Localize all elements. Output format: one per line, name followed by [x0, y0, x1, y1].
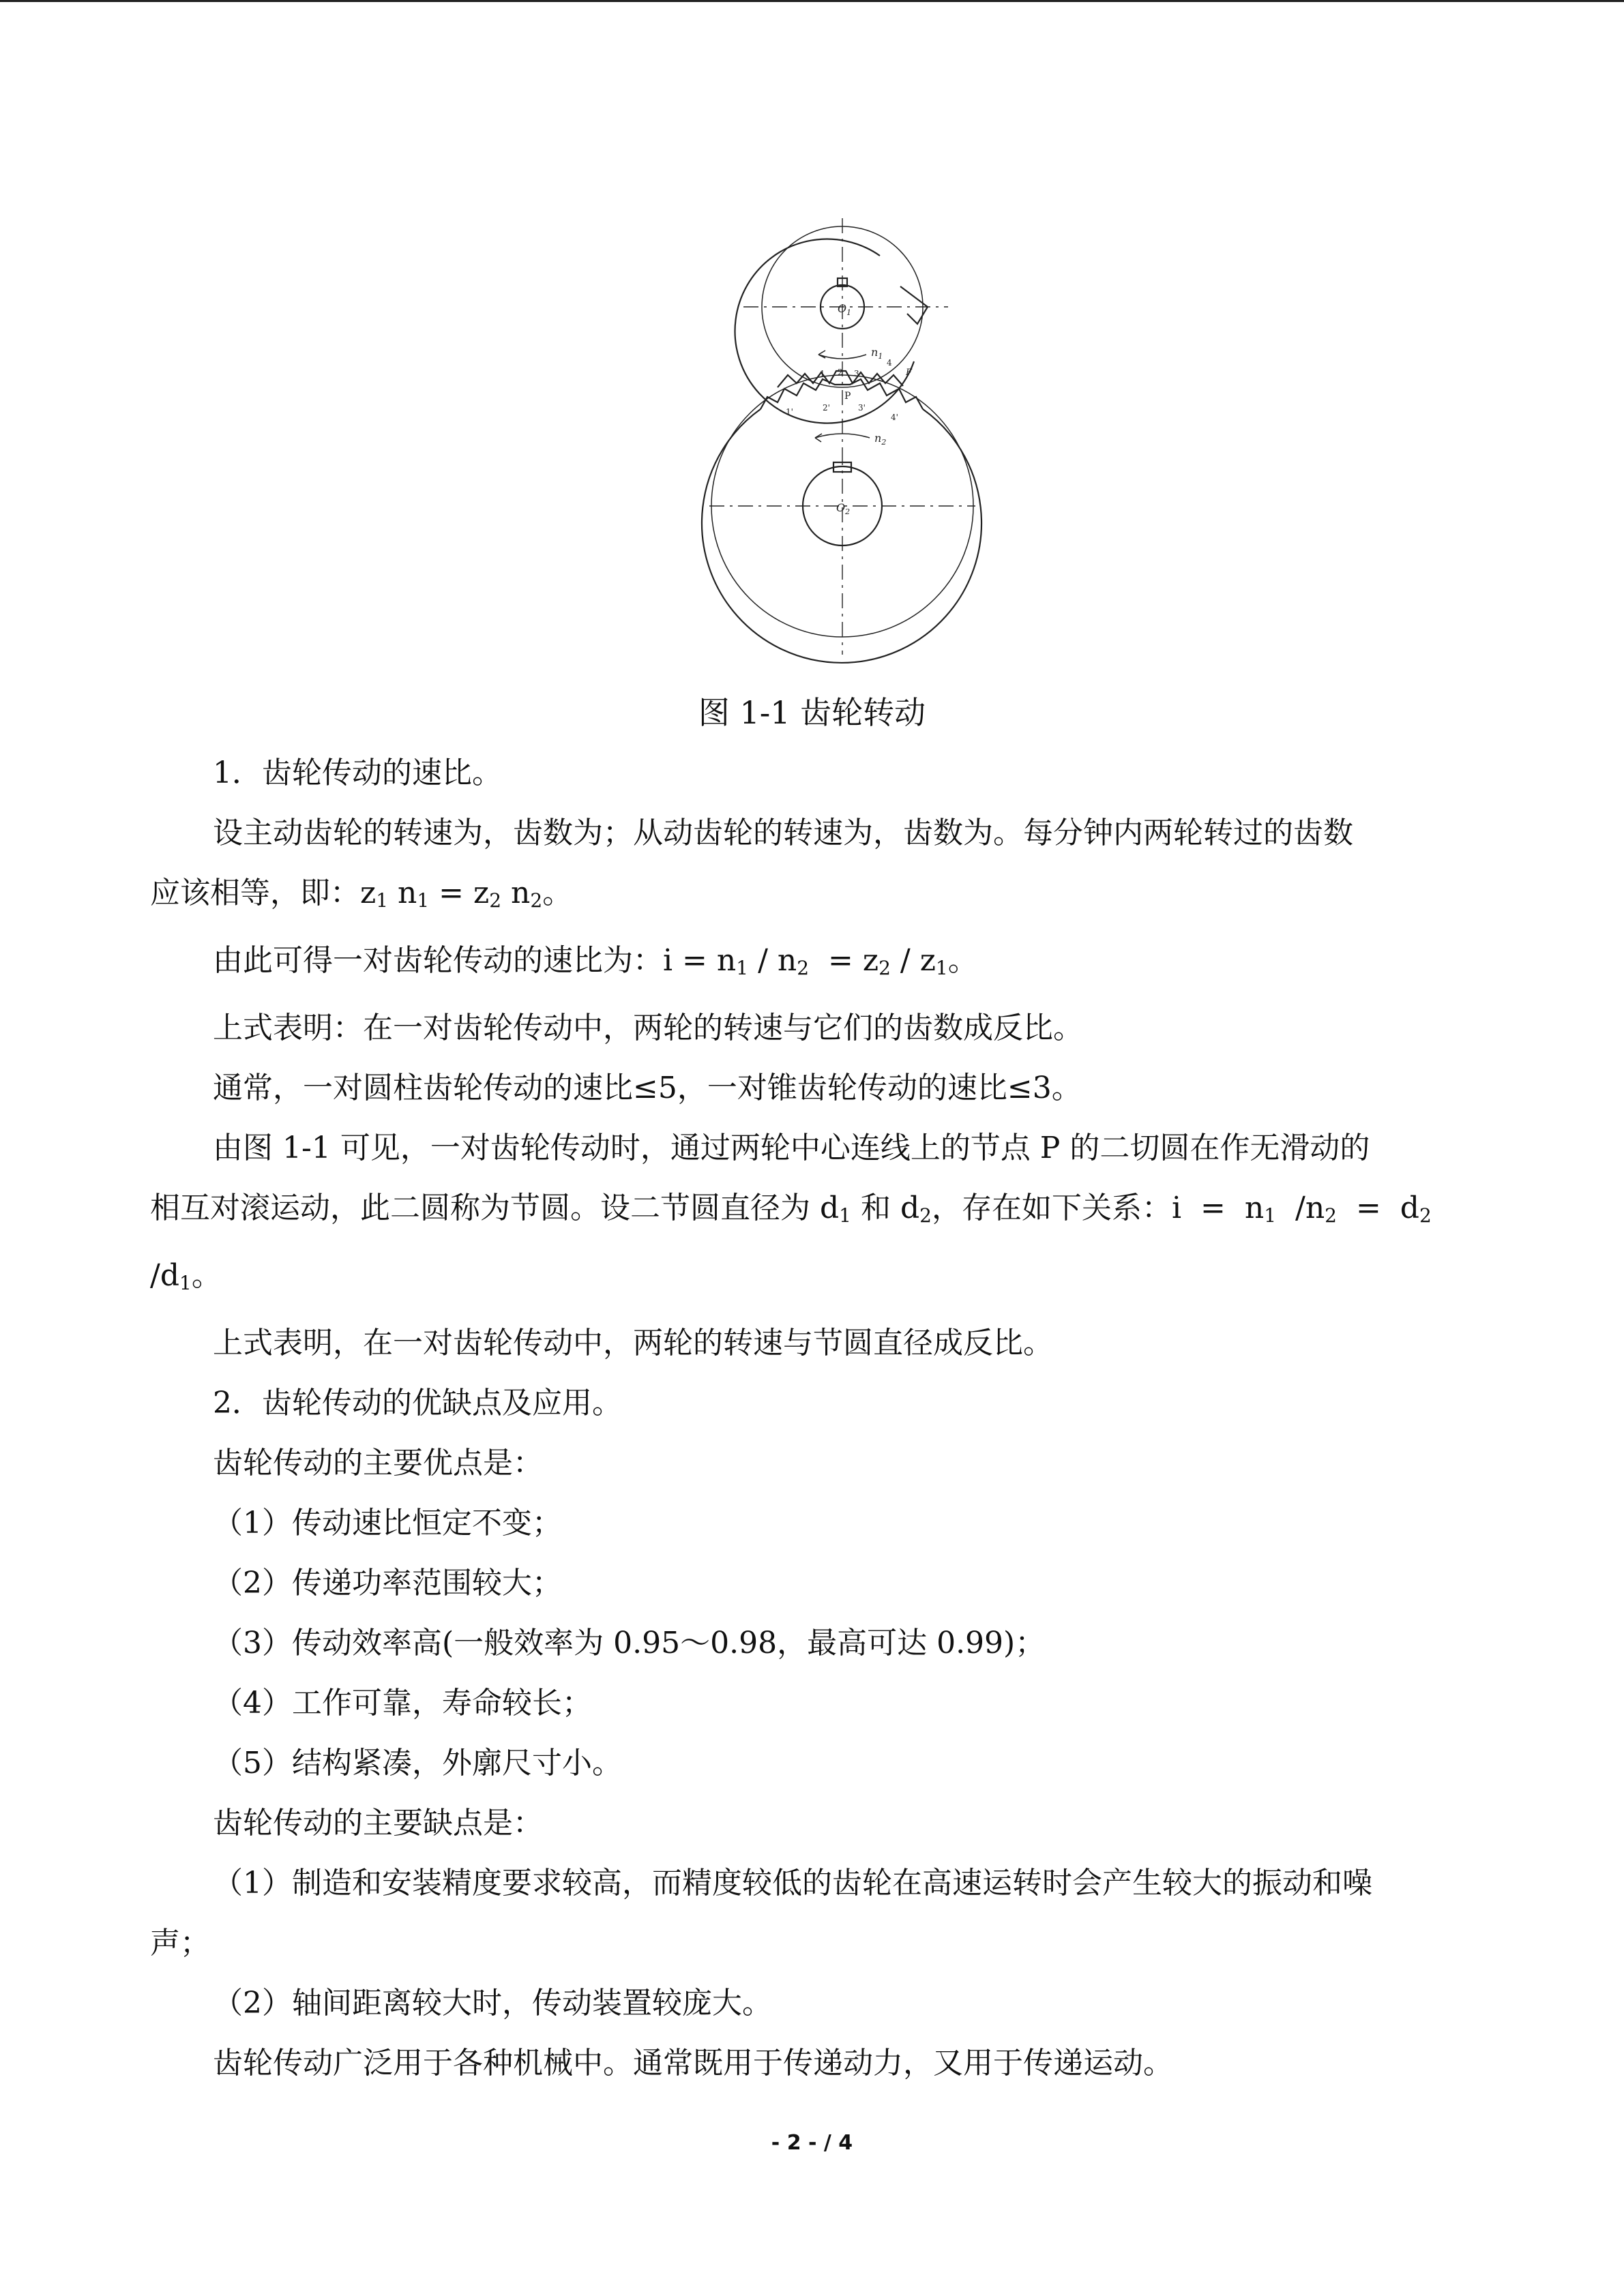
label-n2: $n_2$: [874, 432, 887, 447]
advantage-item: （3）传动效率高(一般效率为 0.95～0.98，最高可达 0.99)；: [213, 1626, 1046, 1660]
label-t1p: 1': [786, 407, 793, 417]
s1-paragraph-1: 设主动齿轮的转速为，齿数为；从动齿轮的转速为，齿数为。每分钟内两轮转过的齿数: [213, 816, 1353, 850]
label-t4p: 4': [891, 413, 898, 422]
large-gear-outline: [702, 409, 981, 663]
equation-1: $z_1$ $n_1 = z_2$ $n_2$。: [360, 876, 573, 912]
top-border: [0, 0, 1624, 2]
s1-paragraph-6: 上式表明，在一对齿轮传动中，两轮的转速与节圆直径成反比。: [213, 1326, 1053, 1360]
section-1-title: 1．齿轮传动的速比。: [213, 756, 502, 790]
application-paragraph: 齿轮传动广泛用于各种机械中。通常既用于传递动力，又用于传递运动。: [213, 2046, 1173, 2081]
s1-paragraph-1-cont: 应该相等，即：$z_1$ $n_1 = z_2$ $n_2$。: [150, 876, 573, 912]
s1-paragraph-5-cont: 相互对滚运动，此二圆称为节圆。设二节圆直径为 $d_1$ 和 $d_2$，存在如下关系：$i = n_1$ $/n_2 = d_2$: [150, 1191, 1432, 1227]
disadvantage-item: （1）制造和安装精度要求较高，而精度较低的齿轮在高速运转时会产生较大的振动和噪: [213, 1866, 1372, 1900]
label-t2: 2: [838, 368, 843, 377]
s1-paragraph-2: 由此可得一对齿轮传动的速比为：$i = n_1 / n_2 = z_2 / z_1$。: [213, 943, 978, 979]
gear-figure: [682, 205, 1009, 682]
advantage-item: （4）工作可靠，寿命较长；: [213, 1686, 592, 1720]
n2-arrow: [815, 434, 870, 438]
label-t1: 1: [820, 369, 825, 378]
label-o1: $O_1$: [838, 302, 852, 317]
advantage-item: （5）结构紧凑，外廓尺寸小。: [213, 1746, 622, 1780]
s1-paragraph-5-end: $/d_1$。: [150, 1258, 222, 1294]
figure-caption: 图 1-1 齿轮转动: [698, 694, 926, 731]
advantage-item: （2）传递功率范围较大；: [213, 1566, 562, 1600]
label-t3p: 3': [858, 403, 866, 413]
document-body: [150, 743, 1473, 2093]
page-number: - 2 - / 4: [771, 2131, 853, 2155]
equation-2: $i = n_1 / n_2 = z_2 / z_1$。: [663, 943, 978, 979]
small-gear-notch: [900, 286, 928, 324]
s1-paragraph-4: 通常，一对圆柱齿轮传动的速比≤5，一对锥齿轮传动的速比≤3。: [213, 1071, 1082, 1105]
label-n1: $n_1$: [871, 346, 883, 361]
label-t2p: 2': [823, 403, 830, 413]
s1-paragraph-3: 上式表明：在一对齿轮传动中，两轮的转速与它们的齿数成反比。: [213, 1011, 1083, 1045]
section-2-title: 2．齿轮传动的优缺点及应用。: [213, 1386, 622, 1420]
label-p: P: [844, 391, 851, 402]
advantages-title: 齿轮传动的主要优点是：: [213, 1446, 543, 1480]
s1-paragraph-5: 由图 1-1 可见，一对齿轮传动时，通过两轮中心连线上的节点 P 的二切圆在作无滑动的: [213, 1131, 1370, 1165]
label-t4: 4: [887, 358, 892, 368]
advantage-item: （1）传动速比恒定不变；: [213, 1506, 562, 1540]
disadvantage-item: （2）轴间距离较大时，传动装置较庞大。: [213, 1986, 772, 2021]
label-o2: $O_2$: [836, 501, 851, 516]
disadvantage-item-cont: 声；: [150, 1926, 210, 1960]
label-t3: 3: [854, 369, 859, 378]
large-gear-teeth: [761, 379, 923, 409]
disadvantages-title: 齿轮传动的主要缺点是：: [213, 1806, 543, 1840]
gear-diagram: [682, 205, 1009, 682]
label-f: F: [906, 368, 913, 378]
